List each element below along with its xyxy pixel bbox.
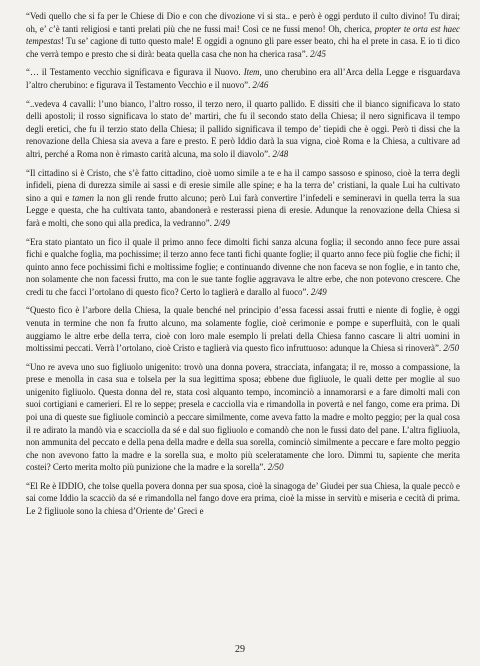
- paragraph: [26, 304, 460, 354]
- text-segment: Item: [243, 67, 260, 78]
- text-segment: “Uno re aveva uno suo figliuolo unigenito: trovò una donna povera, stracciata, infangata; il re, mosso a compassione, la prese e menolla in casa sua e tolsela per la sua legittima sposa; ebbene due figliuole, le quali dette per moglie al suo unigenito figliuolo. Questa donna del re, stata così alquanto tempo, incominciò a innamorarsi e a fare dimolti mali con suoi cortigiani e camerieri. El re lo seppe; presela e cacciolla via e rimandolla in povertà e nel fango, come era prima. Di poi una di queste sue figliuole cominciò a peccare similmente, come aveva fatto la madre e molto peggio; per la qual cosa il re adirato la mandò via e scacciolla da sé e dal suo figliuolo e comandò che non le fussi dato del pane. L’altra figliuola, non ammunita del peccato e della pena della madre e della sua sorella, cominciò similmente a peccare e fare molto peggio che non avevono fatto la madre e la sorella sua, e molto più sceleratamente che loro. Dimmi tu, sapiente che merita costei? Certo merita molto più punizione che la madre e la sorella”.: [26, 361, 460, 473]
- text-segment: la non gli rende frutto alcuno; però Lui farà convertire l’infedeli e semineravi in quella terra la sua Legge e questa, che ha cultivata tanto, abandonerà e resterassi piena di eresie. Adunque la renovazione della Chiesa si farà e molti, che sono qui alla predica, la vedranno”.: [26, 192, 460, 228]
- citation: 2/50: [443, 343, 460, 354]
- text-segment: “… il Testamento vecchio significava e figurava il Nuovo.: [26, 67, 244, 78]
- citation: 2/49: [214, 217, 230, 228]
- text-segment: “Era stato piantato un fico il quale il primo anno fece dimolti fichi sanza alcuna foglia; il secondo anno fece pure assai fichi e qualche foglia, ma pochissime; il terzo anno fece tanti fichi quante foglie; il quarto anno fece più foglie che fichi; il quinto anno fece pochissimi fichi e moltissime foglie; e continuando divenne che non faceva se non foglie, e in tanto che, non solamente che non facessi frutto, ma con le sue tante foglie aggravava le altre erbe, che non potevono crescere. Che credi tu che facci l’ortolano di questo fico? Certo lo taglierà e darallo al fuoco”.: [26, 236, 460, 297]
- text-segment: propter te orta est haec tempestas: [26, 23, 460, 47]
- text-segment: “El Re è IDDIO, che tolse quella povera donna per sua sposa, cioè la sinagoga de’ Giudei per sua Chiesa, la quale peccò e sai come Iddio la scacciò da sé e rimandolla nel fango dove era prima, cioè la misse in servitù e miseria e cecità di prima. Le 2 figliuole sono la chiesa d’Oriente de’ Greci e: [26, 480, 460, 516]
- paragraph: [26, 236, 460, 299]
- text-segment: “..vedeva 4 cavalli: l’uno bianco, l’altro rosso, il terzo nero, il quarto pallido. E dissiti che il bianco significava lo stato delli apostoli; il rosso significava lo stato de’ martiri, che fu il secondo stato della Chiesa; il nero significava il tempo degli eretici, che fu il terzio stato della Chiesa; il pallido significava il tempo de’ tiepidi che è oggi. Però ti dissi che la renovazione della Chiesa sia aveva a fare e presto. E però Iddio darà la sua vigna, cioè Roma e la Chiesa, a cultivare ad altri, perché a Roma non è rimasto carità alcuna, ma solo il diavolo”.: [26, 98, 460, 159]
- citation: 2/46: [252, 79, 269, 90]
- paragraph: [26, 66, 460, 91]
- text-segment: , uno cherubino era all’Arca della Legge e risguardava l’altro cherubino: e figurava il Testamento Vecchio e il nuovo”.: [26, 67, 461, 90]
- citation: 2/49: [310, 286, 327, 297]
- page-number: 29: [235, 644, 245, 655]
- paragraph: [26, 167, 460, 230]
- text-segment: “Vedi quello che si fa per le Chiese di Dio e con che divozione vi si sta.. e però è oggi perduto il culto divino! Tu dirai; oh, e’ c’è tanti religiosi e tanti prelati più che ne fussi mai! Così ce ne fussi meno! Oh, cherica,: [26, 11, 460, 34]
- text-segment: “Questo fico è l’arbore della Chiesa, la quale benché nel principio d’essa facessi assai frutti e niente di foglie, è oggi venuta in termine che non fa frutto alcuno, ma solamente foglie, cioè cerimonie e pompe e superfluità, con le quali auggiamo le altre erbe della terra, cioè con loro male esemplo li prelati della Chiesa fanno cascare li altri uomini in moltissimi peccati. Verrà l’ortolano, cioè Cristo e taglierà via questo fico infruttuoso: adunque la Chiesa si rinoverà”.: [26, 305, 460, 354]
- paragraph: [26, 98, 460, 161]
- citation: 2/45: [310, 48, 326, 59]
- citation: 2/50: [267, 462, 284, 473]
- text-segment: ! Tu se’ cagione di tutto questo male! E oggidì a ognuno gli pare esser beato, chi ha el prete in casa. E io ti dico che verrà tempo e presto che si dirà: beata quella casa che non ha cherica rasa”.: [26, 36, 460, 59]
- text-segment: tamen: [72, 192, 94, 203]
- paragraph: [26, 361, 460, 474]
- text-segment: “Il cittadino si è Cristo, che s’è fatto cittadino, cioè uomo simile a te e ha il campo sassoso e spinoso, cioè la terra degli infideli, piena di durezza simile ai sassi e di eresie simile alle spine; e ha la terra de’ cristiani, la quale Lui ha cultivato sino a qui e: [26, 167, 460, 203]
- citation: 2/48: [272, 148, 289, 159]
- paragraph: [26, 480, 460, 518]
- text-body: [26, 10, 460, 518]
- paragraph: [26, 10, 460, 60]
